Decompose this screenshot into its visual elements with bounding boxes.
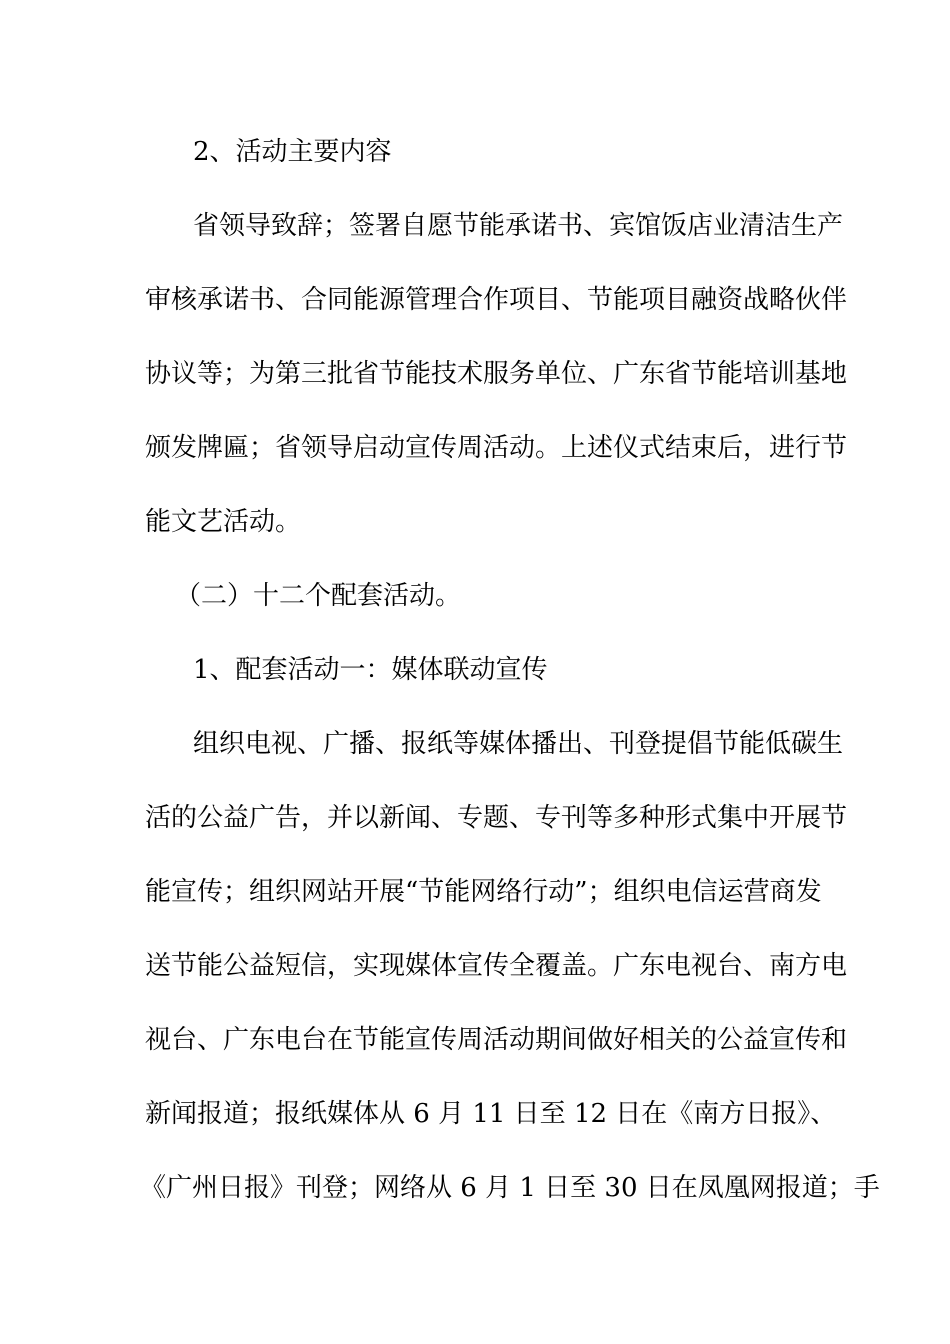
- paragraph-line: 颁发牌匾；省领导启动宣传周活动。上述仪式结束后，进行节: [145, 433, 848, 463]
- paragraph-line: 活的公益广告，并以新闻、专题、专刊等多种形式集中开展节: [145, 803, 848, 833]
- paragraph-line: 能文艺活动。: [145, 507, 302, 537]
- subsection-heading-activity-one: 1、配套活动一：媒体联动宣传: [193, 655, 548, 685]
- paragraph-line: 视台、广东电台在节能宣传周活动期间做好相关的公益宣传和: [145, 1025, 848, 1055]
- section-heading-supporting-activities: （二）十二个配套活动。: [175, 581, 462, 611]
- paragraph-line: 新闻报道；报纸媒体从 6 月 11 日至 12 日在《南方日报》、: [145, 1099, 837, 1129]
- paragraph-line: 审核承诺书、合同能源管理合作项目、节能项目融资战略伙伴: [145, 285, 848, 315]
- paragraph-line: 能宣传；组织网站开展“节能网络行动”；组织电信运营商发: [145, 877, 822, 907]
- paragraph-line: 协议等；为第三批省节能技术服务单位、广东省节能培训基地: [145, 359, 848, 389]
- paragraph-line: 组织电视、广播、报纸等媒体播出、刊登提倡节能低碳生: [193, 729, 844, 759]
- paragraph-line: 省领导致辞；签署自愿节能承诺书、宾馆饭店业清洁生产: [193, 211, 844, 241]
- paragraph-line: 送节能公益短信，实现媒体宣传全覆盖。广东电视台、南方电: [145, 951, 848, 981]
- paragraph-line: 《广州日报》刊登；网络从 6 月 1 日至 30 日在凤凰网报道；手: [140, 1173, 880, 1203]
- section-heading-main-content: 2、活动主要内容: [193, 137, 392, 167]
